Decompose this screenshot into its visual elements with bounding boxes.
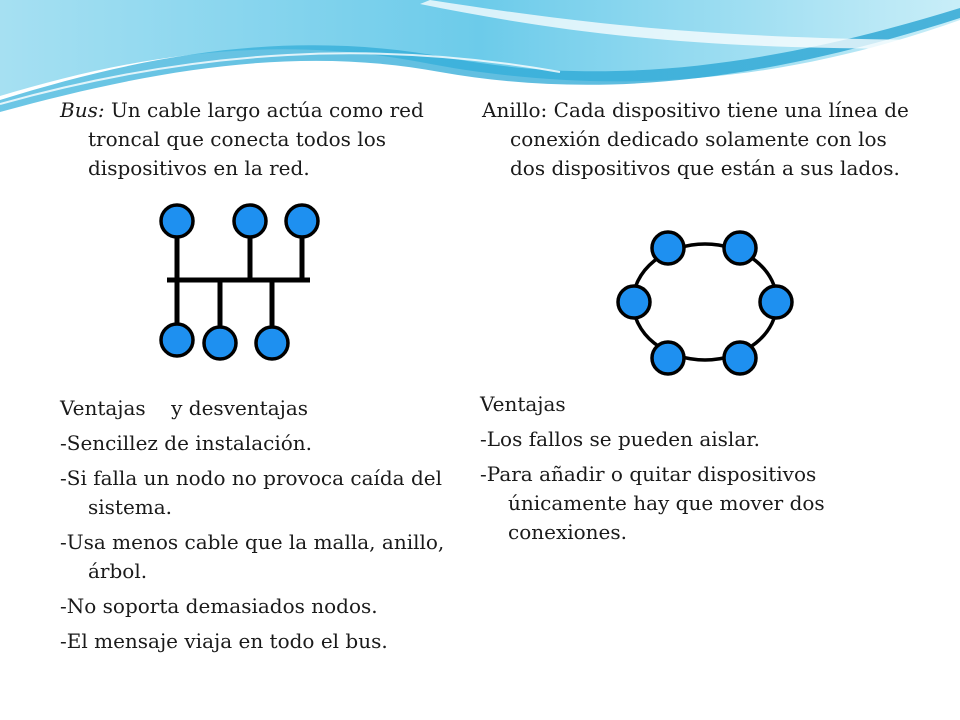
ring-pros — [480, 390, 910, 547]
bus-node — [234, 205, 266, 237]
list-item: -No soporta demasiados nodos. — [60, 594, 378, 618]
ring-description — [482, 96, 912, 183]
bus-node — [161, 205, 193, 237]
ring-topology-diagram — [608, 225, 803, 385]
list-item: -Los fallos se pueden aislar. — [480, 427, 760, 451]
ring-node — [652, 232, 684, 264]
ring-node — [618, 286, 650, 318]
bus-topology-diagram — [145, 195, 340, 370]
bus-node — [256, 327, 288, 359]
ring-node — [652, 342, 684, 374]
list-item: -Sencillez de instalación. — [60, 431, 312, 455]
bus-node — [161, 324, 193, 356]
bus-node — [204, 327, 236, 359]
ring-pros-heading: Ventajas — [480, 392, 566, 416]
bus-pros-cons-heading: Ventajas y desventajas — [60, 396, 309, 420]
ring-description-text: Anillo: Cada dispositivo tiene una línea de conexión dedicado solamente con los dos dispositivos que están a sus lados. — [482, 98, 909, 180]
ring-node — [724, 232, 756, 264]
ring-node — [760, 286, 792, 318]
bus-term: Bus: — [60, 98, 105, 122]
list-item: -El mensaje viaja en todo el bus. — [60, 629, 388, 653]
bus-node — [286, 205, 318, 237]
ring-node — [724, 342, 756, 374]
bus-description — [60, 96, 460, 183]
bus-pros-cons — [60, 394, 460, 656]
list-item: -Para añadir o quitar dispositivos únicamente hay que mover dos conexiones. — [480, 462, 825, 544]
list-item: -Si falla un nodo no provoca caída del sistema. — [60, 466, 443, 519]
list-item: -Usa menos cable que la malla, anillo, árbol. — [60, 530, 445, 583]
bus-description-text: Un cable largo actúa como red troncal que conecta todos los dispositivos en la red. — [88, 98, 424, 180]
